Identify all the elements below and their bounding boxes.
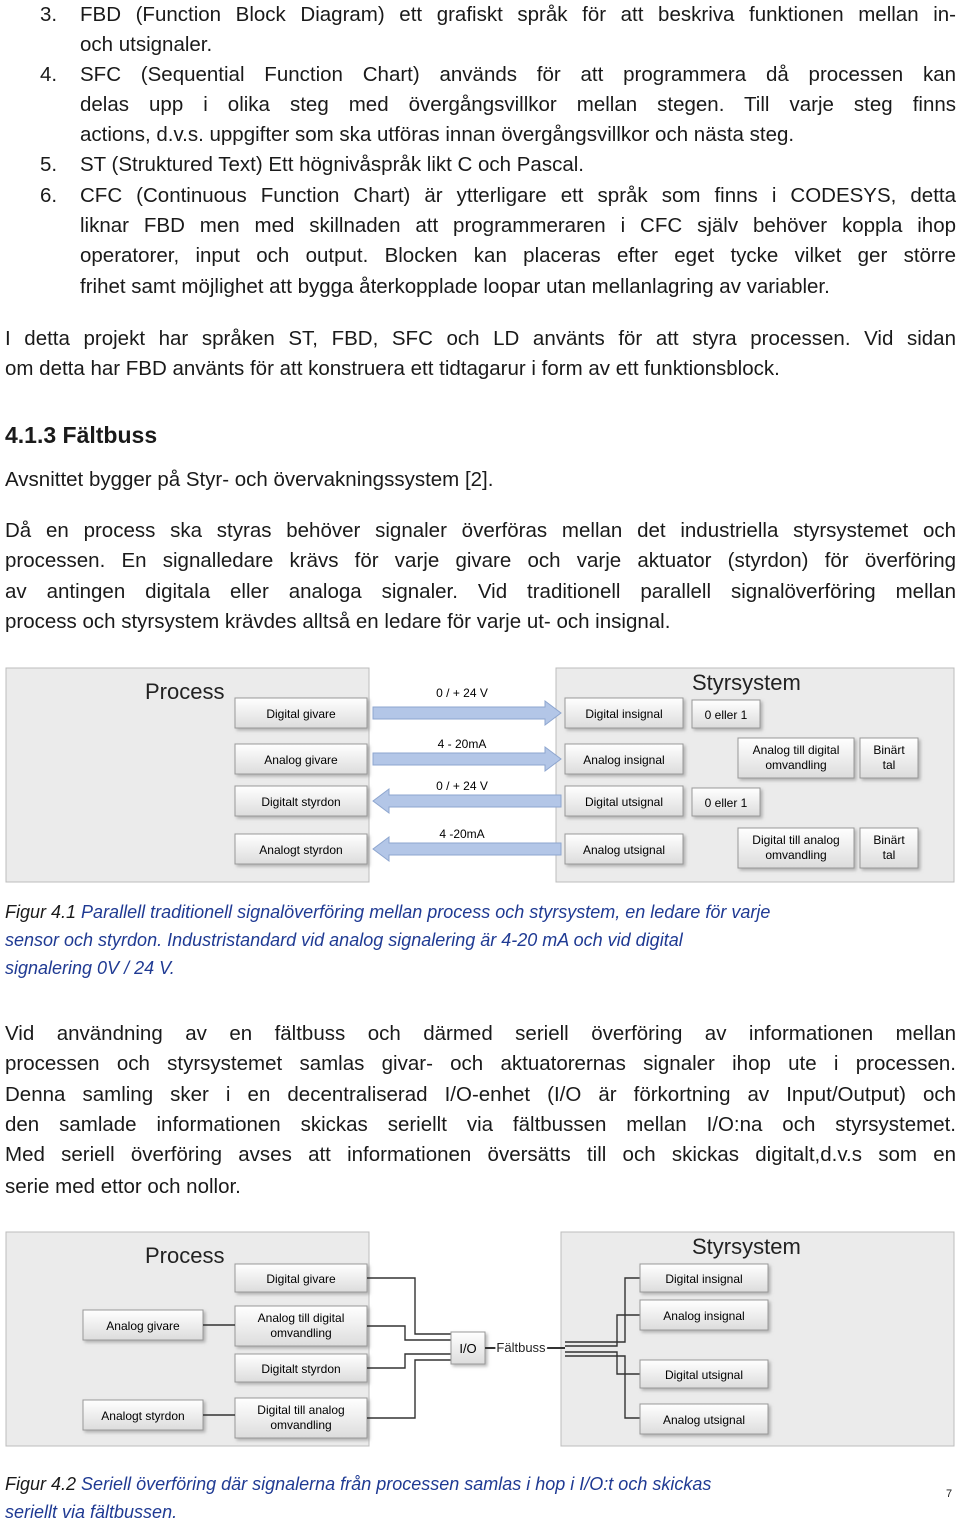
f1-left-box-2: [235, 744, 367, 774]
f1-signal-1: 0 / + 24 V: [436, 686, 488, 700]
paragraph-3-line-1: Då en process ska styras behöver signaler överföras mellan det industriella styrsystemet och: [5, 519, 956, 542]
f1-conv-box-2: [738, 738, 854, 778]
paragraph-3-line-2: processen. En signalledare krävs för varje givare och varje aktuator (styrdon) för överföring: [5, 549, 956, 572]
paragraph-3-line-3: av antingen digitala eller analoga signaler. Vid traditionell parallell signalöverföring mellan: [5, 580, 956, 603]
f2-right-box-4: [640, 1404, 768, 1434]
process-title: Process: [145, 679, 225, 704]
f1-bin-box-2: [860, 828, 918, 868]
figure-4-2-caption-line-2: seriellt via fältbussen.: [5, 1502, 178, 1522]
svg-text:Analog till digitalomvandling: Analog till digital omvandling: [257, 1311, 345, 1340]
f2-mid-box-1: [235, 1306, 367, 1346]
paragraph-4-line-4: den samlade informationen skickas seriellt via fältbussen mellan I/O:na och styrsystemet.: [5, 1113, 956, 1136]
f1-right-box-3: [565, 786, 683, 816]
svg-text:Analogt styrdon: Analogt styrdon: [101, 1409, 185, 1423]
f1-conv-box-4: [738, 828, 854, 868]
svg-text:Digital till analogomvandling: Digital till analog omvandling: [257, 1403, 345, 1432]
list-item-3-line-2: och utsignaler.: [80, 33, 213, 56]
f2-left-box-2: [83, 1310, 203, 1340]
figure-4-1-caption-line-1: Figur 4.1 Parallell traditionell signalöverföring mellan process och styrsystem, en ledare för varje: [5, 902, 771, 922]
f1-bin-box-1: [860, 738, 918, 778]
svg-text:Digital givare: Digital givare: [266, 1272, 336, 1286]
paragraph-4-line-6: serie med ettor och nollor.: [5, 1175, 241, 1198]
f1-right-box-4: [565, 834, 683, 864]
figure-4-1-caption-line-3: signalering 0V / 24 V.: [5, 958, 175, 978]
svg-text:Analog utsignal: Analog utsignal: [662, 1413, 746, 1427]
list-number-6: 6.: [40, 184, 58, 207]
svg-text:Digital till analogomvandling: Digital till analog omvandling: [752, 833, 840, 862]
figure-4-1-diagram: [5, 666, 955, 884]
figure-4-2-diagram: [5, 1230, 955, 1448]
list-number-5: 5.: [40, 153, 58, 176]
list-number-4: 4.: [40, 63, 58, 86]
f1-left-box-1: [235, 698, 367, 728]
list-item-6-line-4: frihet samt möjlighet att bygga återkopplade loopar utan mellanlagring av variabler.: [80, 275, 830, 298]
f1-signal-4: 4 -20mA: [439, 827, 485, 841]
section-heading: 4.1.3 Fältbuss: [5, 422, 158, 448]
list-item-4-line-2: delas upp i olika steg med övergångsvillkor mellan stegen. Till varje steg finns: [80, 93, 956, 116]
f2-right-box-2: [640, 1300, 768, 1330]
svg-text:I/O: I/O: [459, 1341, 477, 1356]
f2-left-box-1: [235, 1264, 367, 1292]
f2-fieldbus-label: Fältbuss: [496, 1340, 546, 1355]
paragraph-4-line-1: Vid användning av en fältbuss och därmed seriell överföring av informationen mellan: [5, 1022, 956, 1045]
f1-conv-box-3: [692, 788, 760, 816]
paragraph-4-line-2: processen och styrsystemet samlas givar- och aktuatorernas signaler ihop ute i processen.: [5, 1052, 956, 1075]
svg-text:Analog utsignal: Analog utsignal: [582, 843, 666, 857]
svg-text:Analogt styrdon: Analogt styrdon: [259, 843, 343, 857]
list-item-3-line-1: FBD (Function Block Diagram) ett grafiskt språk för att beskriva funktionen mellan in-: [80, 3, 956, 26]
list-item-5-line-1: ST (Struktured Text) Ett högnivåspråk likt C och Pascal.: [80, 153, 584, 176]
f1-left-box-3: [235, 786, 367, 816]
paragraph-4-line-5: Med seriell överföring avses att informationen översätts till och skickas digitalt,d.v.s som en: [5, 1143, 956, 1166]
page-number: 7: [946, 1488, 953, 1500]
svg-text:0 eller 1: 0 eller 1: [704, 708, 748, 722]
list-number-3: 3.: [40, 3, 58, 26]
svg-text:Digital utsignal: Digital utsignal: [584, 795, 664, 809]
figure-4-1-caption-line-2: sensor och styrdon. Industristandard vid analog signalering är 4-20 mA och vid digital: [5, 930, 683, 950]
figure-4-2-caption-line-1: Figur 4.2 Seriell överföring där signalerna från processen samlas i hop i I/O:t och skickas: [5, 1474, 712, 1494]
svg-text:Digital insignal: Digital insignal: [665, 1272, 743, 1286]
f2-right-box-3: [640, 1360, 768, 1388]
f2-mid-box-2: [235, 1398, 367, 1438]
svg-text:Digital utsignal: Digital utsignal: [664, 1368, 744, 1382]
svg-text:Digital givare: Digital givare: [266, 707, 336, 721]
paragraph-4-line-3: Denna samling sker i en decentraliserad I/O-enhet (I/O är förkortning av Input/Output) och: [5, 1083, 956, 1106]
paragraph-1-line-1: I detta projekt har språken ST, FBD, SFC och LD använts för att styra processen. Vid sidan: [5, 327, 956, 350]
svg-text:Digital insignal: Digital insignal: [585, 707, 663, 721]
paragraph-1-line-2: om detta har FBD använts för att konstruera ett tidtagarur i form av ett funktionsblock.: [5, 357, 780, 380]
svg-text:Digitalt styrdon: Digitalt styrdon: [261, 1362, 341, 1376]
svg-text:Analog insignal: Analog insignal: [583, 753, 665, 767]
paragraph-2-line-1: Avsnittet bygger på Styr- och övervakningssystem [2].: [5, 468, 494, 491]
f1-conv-box-1: [692, 700, 760, 728]
svg-text:0 eller 1: 0 eller 1: [704, 796, 748, 810]
svg-text:Binärttal: Binärt tal: [873, 743, 905, 772]
svg-text:Analog givare: Analog givare: [264, 753, 338, 767]
paragraph-3-line-4: process och styrsystem krävdes alltså en ledare för varje ut- och insignal.: [5, 610, 671, 633]
list-item-4-line-3: actions, d.v.s. uppgifter som ska utföras innan övergångsvillkor och nästa steg.: [80, 123, 795, 146]
list-item-6-line-1: CFC (Continuous Function Chart) är ytterligare ett språk som finns i CODESYS, detta: [80, 184, 956, 207]
f2-io-box: [451, 1332, 485, 1364]
f2-right-box-1: [640, 1264, 768, 1292]
list-item-6-line-3: operatorer, input och output. Blocken kan placeras efter eget tycke vilket ger större: [80, 244, 956, 267]
f1-right-box-2: [565, 744, 683, 774]
f1-right-box-1: [565, 698, 683, 728]
f2-left-box-3: [235, 1354, 367, 1382]
svg-text:Analog givare: Analog givare: [106, 1319, 180, 1333]
f1-arrow-1: [373, 701, 561, 725]
svg-text:Analog insignal: Analog insignal: [663, 1309, 745, 1323]
svg-text:Analog till digitalomvandling: Analog till digital omvandling: [752, 743, 840, 772]
process-title-2: Process: [145, 1243, 225, 1268]
f1-signal-3: 0 / + 24 V: [436, 779, 488, 793]
list-item-6-line-2: liknar FBD men med skillnaden att programmeraren i CFC själv behöver koppla ihop: [80, 214, 956, 237]
control-system-title-2: Styrsystem: [692, 1234, 801, 1259]
control-system-title: Styrsystem: [692, 670, 801, 695]
svg-text:Digitalt styrdon: Digitalt styrdon: [261, 795, 341, 809]
f1-left-box-4: [235, 834, 367, 864]
svg-text:Binärttal: Binärt tal: [873, 833, 905, 862]
list-item-4-line-1: SFC (Sequential Function Chart) används för att programmera då processen kan: [80, 63, 956, 86]
f2-left-box-4: [83, 1400, 203, 1430]
f1-signal-2: 4 - 20mA: [437, 737, 487, 751]
